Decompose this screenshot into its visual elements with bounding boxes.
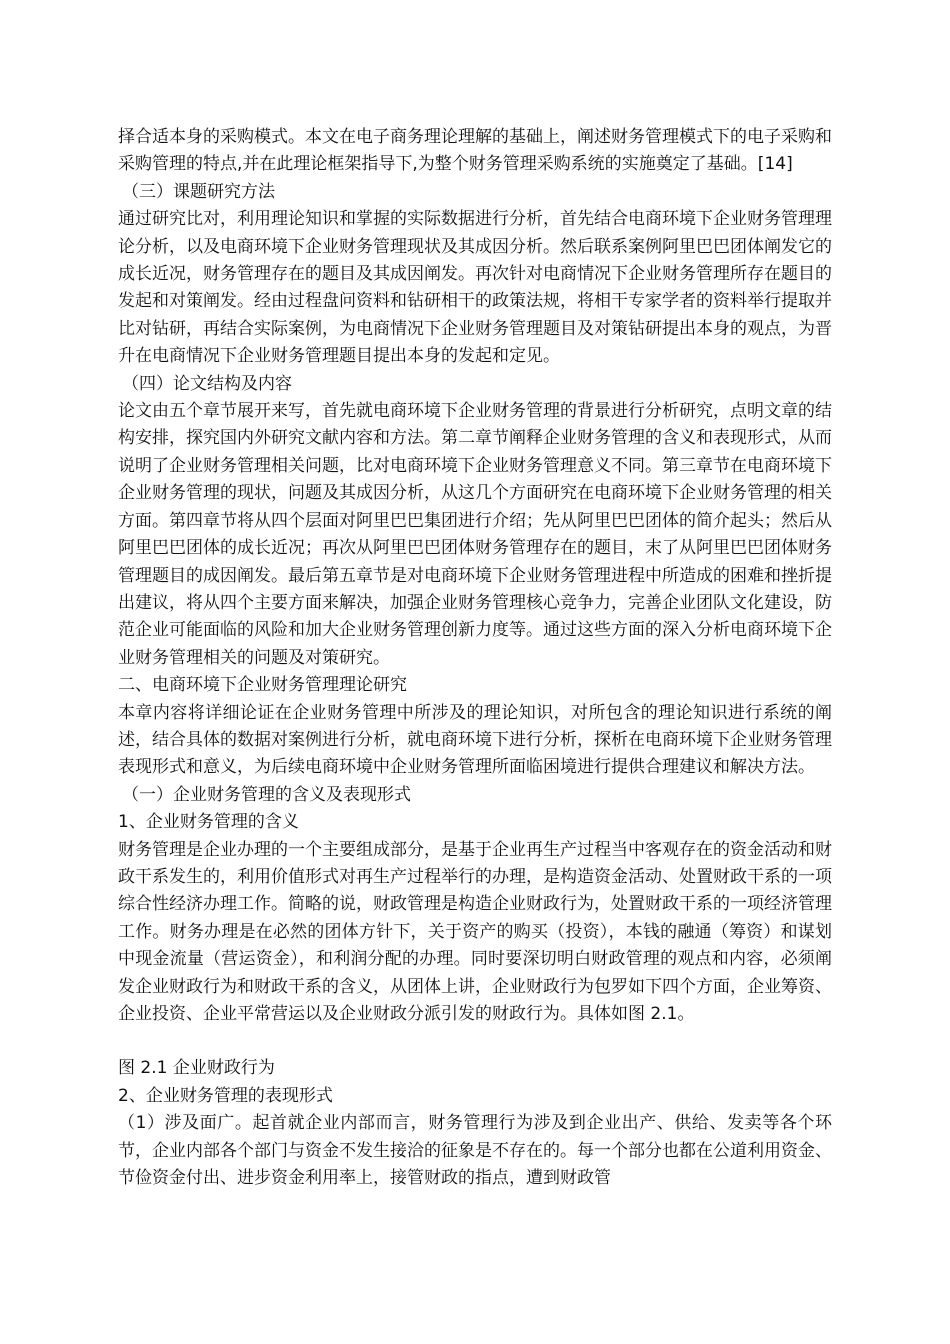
paragraph-chapter-two-intro: 本章内容将详细论证在企业财务管理中所涉及的理论知识，对所包含的理论知识进行系统的阐述，结合具体的数据对案例进行分析，就电商环境下进行分析，探析在电商环境下企业财务管理表现形式和意义，为后续电商环境中企业财务管理所面临困境进行提供合理建议和解决方法。: [118, 702, 832, 778]
heading-chapter-two: 二、电商环境下企业财务管理理论研究: [118, 675, 407, 696]
document-body: [118, 124, 832, 1192]
paragraph-research-method: 通过研究比对，利用理论知识和掌握的实际数据进行分析，首先结合电商环境下企业财务管理理论分析，以及电商环境下企业财务管理现状及其成因分析。然后联系案例阿里巴巴团体阐发它的成长近况，财务管理存在的题目及其成因阐发。再次针对电商情况下企业财务管理所存在题目的发起和对策阐发。经由过程盘问资料和钻研相干的政策法规，将相干专家学者的资料举行提取并比对钻研，再结合实际案例，为电商情况下企业财务管理题目及对策钻研提出本身的观点，为晋升在电商情况下企业财务管理题目提出本身的发起和定见。: [118, 209, 832, 367]
paragraph-forms-scope: （1）涉及面广。起首就企业内部而言，财务管理行为涉及到企业出产、供给、发卖等各个环节，企业内部各个部门与资金不发生接洽的征象是不存在的。每一个部分也都在公道利用资金、节俭资金付出、进步资金利用率上，接管财政的指点，遭到财政管: [118, 1113, 832, 1189]
paragraph-procurement-summary: 择合适本身的采购模式。本文在电子商务理论理解的基础上，阐述财务管理模式下的电子采购和采购管理的特点,并在此理论框架指导下,为整个财务管理采购系统的实施奠定了基础。[14]: [118, 127, 832, 175]
heading-thesis-structure: （四）论文结构及内容: [122, 373, 292, 394]
paragraph-thesis-structure: 论文由五个章节展开来写，首先就电商环境下企业财务管理的背景进行分析研究，点明文章的结构安排，探究国内外研究文献内容和方法。第二章节阐释企业财务管理的含义和表现形式，从而说明了企业财务管理相关问题，比对电商环境下企业财务管理意义不同。第三章节在电商环境下企业财务管理的现状，问题及其成因分析，从这几个方面研究在电商环境下企业财务管理的相关方面。第四章节将从四个层面对阿里巴巴集团进行介绍；先从阿里巴巴团体的简介起头；然后从阿里巴巴团体的成长近况；再次从阿里巴巴团体财务管理存在的题目，末了从阿里巴巴团体财务管理题目的成因阐发。最后第五章节是对电商环境下企业财务管理进程中所造成的困难和挫折提出建议，将从四个主要方面来解决，加强企业财务管理核心竞争力，完善企业团队文化建设，防范企业可能面临的风险和加大企业财务管理创新力度等。通过这些方面的深入分析电商环境下企业财务管理相关的问题及对策研究。: [118, 401, 832, 668]
heading-forms: 2、企业财务管理的表现形式: [118, 1085, 333, 1106]
heading-meaning-and-forms: （一）企业财务管理的含义及表现形式: [122, 784, 411, 805]
heading-research-method: （三）课题研究方法: [122, 181, 275, 202]
paragraph-financial-management-meaning: 财务管理是企业办理的一个主要组成部分，是基于企业再生产过程当中客观存在的资金活动和财政干系发生的，利用价值形式对再生产过程举行的办理，是构造资金活动、处置财政干系的一项综合性经济办理工作。简略的说，财政管理是构造企业财政行为，处置财政干系的一项经济管理工作。财务办理是在必然的团体方针下，关于资产的购买（投资），本钱的融通（筹资）和谋划中现金流量（营运资金），和利润分配的办理。同时要深切明白财政管理的观点和内容，必须阐发企业财政行为和财政干系的含义，从团体上讲，企业财政行为包罗如下四个方面，企业筹资、企业投资、企业平常营运以及企业财政分派引发的财政行为。具体如图 2.1。: [118, 839, 832, 1024]
heading-meaning: 1、企业财务管理的含义: [118, 812, 299, 833]
figure-caption: 图 2.1 企业财政行为: [118, 1058, 275, 1079]
